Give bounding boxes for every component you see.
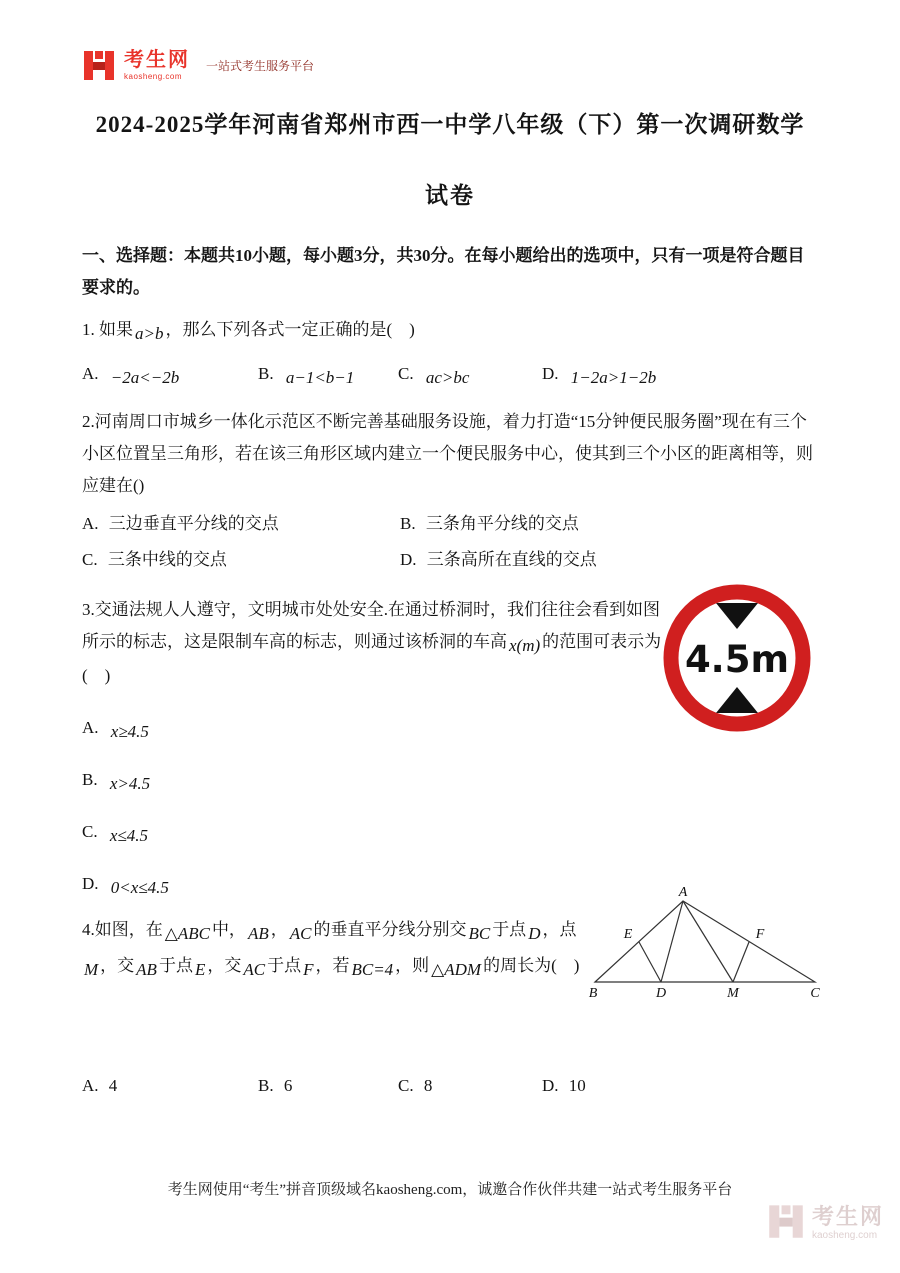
- watermark-icon: [767, 1202, 805, 1245]
- math-expression: E: [194, 960, 206, 979]
- page-footer: 考生网使用“考生”拼音顶级域名kaosheng.com，诚邀合作伙伴共建一站式考生服务平台: [167, 1182, 733, 1198]
- option-b: [400, 510, 818, 538]
- text-run: 于点: [267, 956, 302, 975]
- option-c: [398, 1076, 542, 1096]
- question-1-options: [82, 364, 818, 387]
- logo-name: 考生网: [124, 48, 190, 71]
- text-run: 4.如图，在: [82, 920, 163, 939]
- section-heading: 一、选择题：本题共10小题，每小题3分，共30分。在每小题给出的选项中，只有一项是符合题目要求的。: [82, 246, 805, 297]
- segment-am: [683, 901, 733, 982]
- option-a: [82, 510, 400, 538]
- question-2-text: 2.河南周口市城乡一体化示范区不断完善基础服务设施，着力打造“15分钟便民服务圈”现在有三个小区位置呈三角形，若在该三角形区域内建立一个便民服务中心，使其到三个小区的距离相等，则应建在(): [82, 412, 813, 495]
- math-expression: △ADM: [431, 960, 482, 979]
- text-run: 的垂直平分线分别交: [313, 920, 467, 939]
- option-a: [82, 364, 258, 387]
- math-expression: BC: [468, 924, 491, 943]
- math-expression: △ABC: [164, 924, 210, 943]
- segment-fm: [733, 942, 749, 982]
- option-label: D.: [542, 364, 559, 383]
- option-value: 三条中线的交点: [107, 550, 227, 569]
- option-label: C.: [398, 364, 414, 383]
- question-1: [82, 314, 818, 387]
- option-value: 三条角平分线的交点: [425, 514, 579, 533]
- option-value: 三边垂直平分线的交点: [108, 514, 279, 533]
- math-expression: a>b: [135, 324, 164, 343]
- label-a: A: [678, 885, 688, 900]
- option-c: [82, 546, 400, 574]
- watermark-name: 考生网: [811, 1204, 884, 1229]
- label-b: B: [588, 986, 598, 999]
- kaosheng-watermark: [767, 1202, 884, 1245]
- question-4-text: [82, 912, 587, 984]
- math-expression: x(m): [509, 636, 541, 655]
- label-d: D: [655, 986, 667, 999]
- option-label: B.: [258, 1076, 274, 1095]
- question-3-text: [82, 594, 664, 658]
- text-run: 的周长为( ): [483, 956, 580, 975]
- text-run: 1. 如果: [82, 320, 133, 339]
- site-header: [82, 0, 818, 82]
- option-c: [398, 364, 542, 387]
- option-value: −2a<−2b: [110, 368, 180, 387]
- math-expression: AB: [136, 960, 157, 979]
- math-expression: M: [84, 960, 99, 979]
- text-run: 的范围可表示为: [542, 632, 662, 651]
- paper-title-line1: 2024-2025学年河南省郑州市西一中学八年级（下）第一次调研数学: [95, 112, 805, 137]
- option-value: 4: [108, 1076, 118, 1095]
- math-expression: D: [528, 924, 541, 943]
- text-run: ，则: [395, 956, 430, 975]
- option-value: 6: [283, 1076, 293, 1095]
- label-m: M: [727, 986, 739, 999]
- option-label: D.: [82, 874, 99, 893]
- kaosheng-logo-icon: [82, 48, 116, 82]
- option-label: D.: [542, 1076, 559, 1095]
- kaosheng-logo[interactable]: [82, 48, 314, 82]
- math-expression: F: [303, 960, 314, 979]
- option-label: A.: [82, 718, 99, 737]
- logo-tagline: 一站式考生服务平台: [206, 58, 315, 73]
- segment-ad: [661, 901, 683, 982]
- question-2-options: [82, 510, 818, 574]
- option-value: x≤4.5: [109, 826, 148, 845]
- label-f: F: [755, 927, 765, 942]
- text-run: ，交: [100, 956, 135, 975]
- text-run: 于点: [492, 920, 527, 939]
- text-run: ，交: [207, 956, 242, 975]
- math-expression: BC=4: [351, 960, 394, 979]
- text-run: 3.交通法规人人遵守，文明城市处处安全.在通过桥洞时，我们往往会看到如图所示的标志，这是限制车高的标志，则通过该桥洞的车高: [82, 600, 660, 651]
- text-run: 中，: [211, 920, 246, 939]
- option-value: x>4.5: [109, 774, 151, 793]
- option-label: A.: [82, 364, 99, 383]
- option-value: a−1<b−1: [285, 368, 355, 387]
- label-c: C: [810, 986, 820, 999]
- math-expression: AC: [243, 960, 266, 979]
- math-expression: AB: [247, 924, 269, 943]
- height-limit-sign: [662, 583, 812, 738]
- option-value: ac>bc: [425, 368, 470, 387]
- option-label: A.: [82, 514, 99, 533]
- text-run: ，点: [542, 920, 577, 939]
- option-value: 10: [568, 1076, 586, 1095]
- option-label: A.: [82, 1076, 99, 1095]
- triangle-figure: [585, 885, 820, 1004]
- logo-domain: kaosheng.com: [124, 71, 183, 81]
- watermark-text-block: [812, 1206, 884, 1241]
- option-label: B.: [400, 514, 416, 533]
- option-c: [82, 818, 818, 846]
- segment-ed: [639, 942, 661, 982]
- text-run: ，若: [315, 956, 350, 975]
- option-label: C.: [82, 822, 98, 841]
- question-3-answer-blank: ( ): [82, 666, 111, 685]
- option-value: 0<x≤4.5: [110, 878, 169, 897]
- question-1-text: [82, 314, 818, 346]
- option-a: [82, 1076, 258, 1096]
- option-label: B.: [82, 770, 98, 789]
- question-2: [82, 406, 818, 574]
- logo-text-block: [124, 50, 190, 81]
- option-d: [400, 546, 818, 574]
- math-expression: AC: [289, 924, 312, 943]
- option-d: [542, 364, 658, 387]
- option-d: [542, 1076, 586, 1096]
- option-label: C.: [398, 1076, 414, 1095]
- option-label: C.: [82, 550, 98, 569]
- text-run: 于点: [158, 956, 193, 975]
- option-value: 8: [423, 1076, 433, 1095]
- text-run: ，那么下列各式一定正确的是( ): [165, 320, 415, 339]
- option-value: 三条高所在直线的交点: [426, 550, 597, 569]
- question-4-options: [82, 1076, 818, 1096]
- option-value: x≥4.5: [110, 722, 149, 741]
- option-b: [258, 364, 398, 387]
- option-b: [82, 766, 818, 794]
- option-value: 1−2a>1−2b: [570, 368, 657, 387]
- paper-title-line2: 试卷: [425, 183, 475, 208]
- option-b: [258, 1076, 398, 1096]
- sign-value: 4.5m: [684, 638, 790, 681]
- label-e: E: [623, 927, 633, 942]
- text-run: ，: [270, 920, 288, 939]
- watermark-domain: kaosheng.com: [811, 1230, 878, 1241]
- option-label: D.: [400, 550, 417, 569]
- option-label: B.: [258, 364, 274, 383]
